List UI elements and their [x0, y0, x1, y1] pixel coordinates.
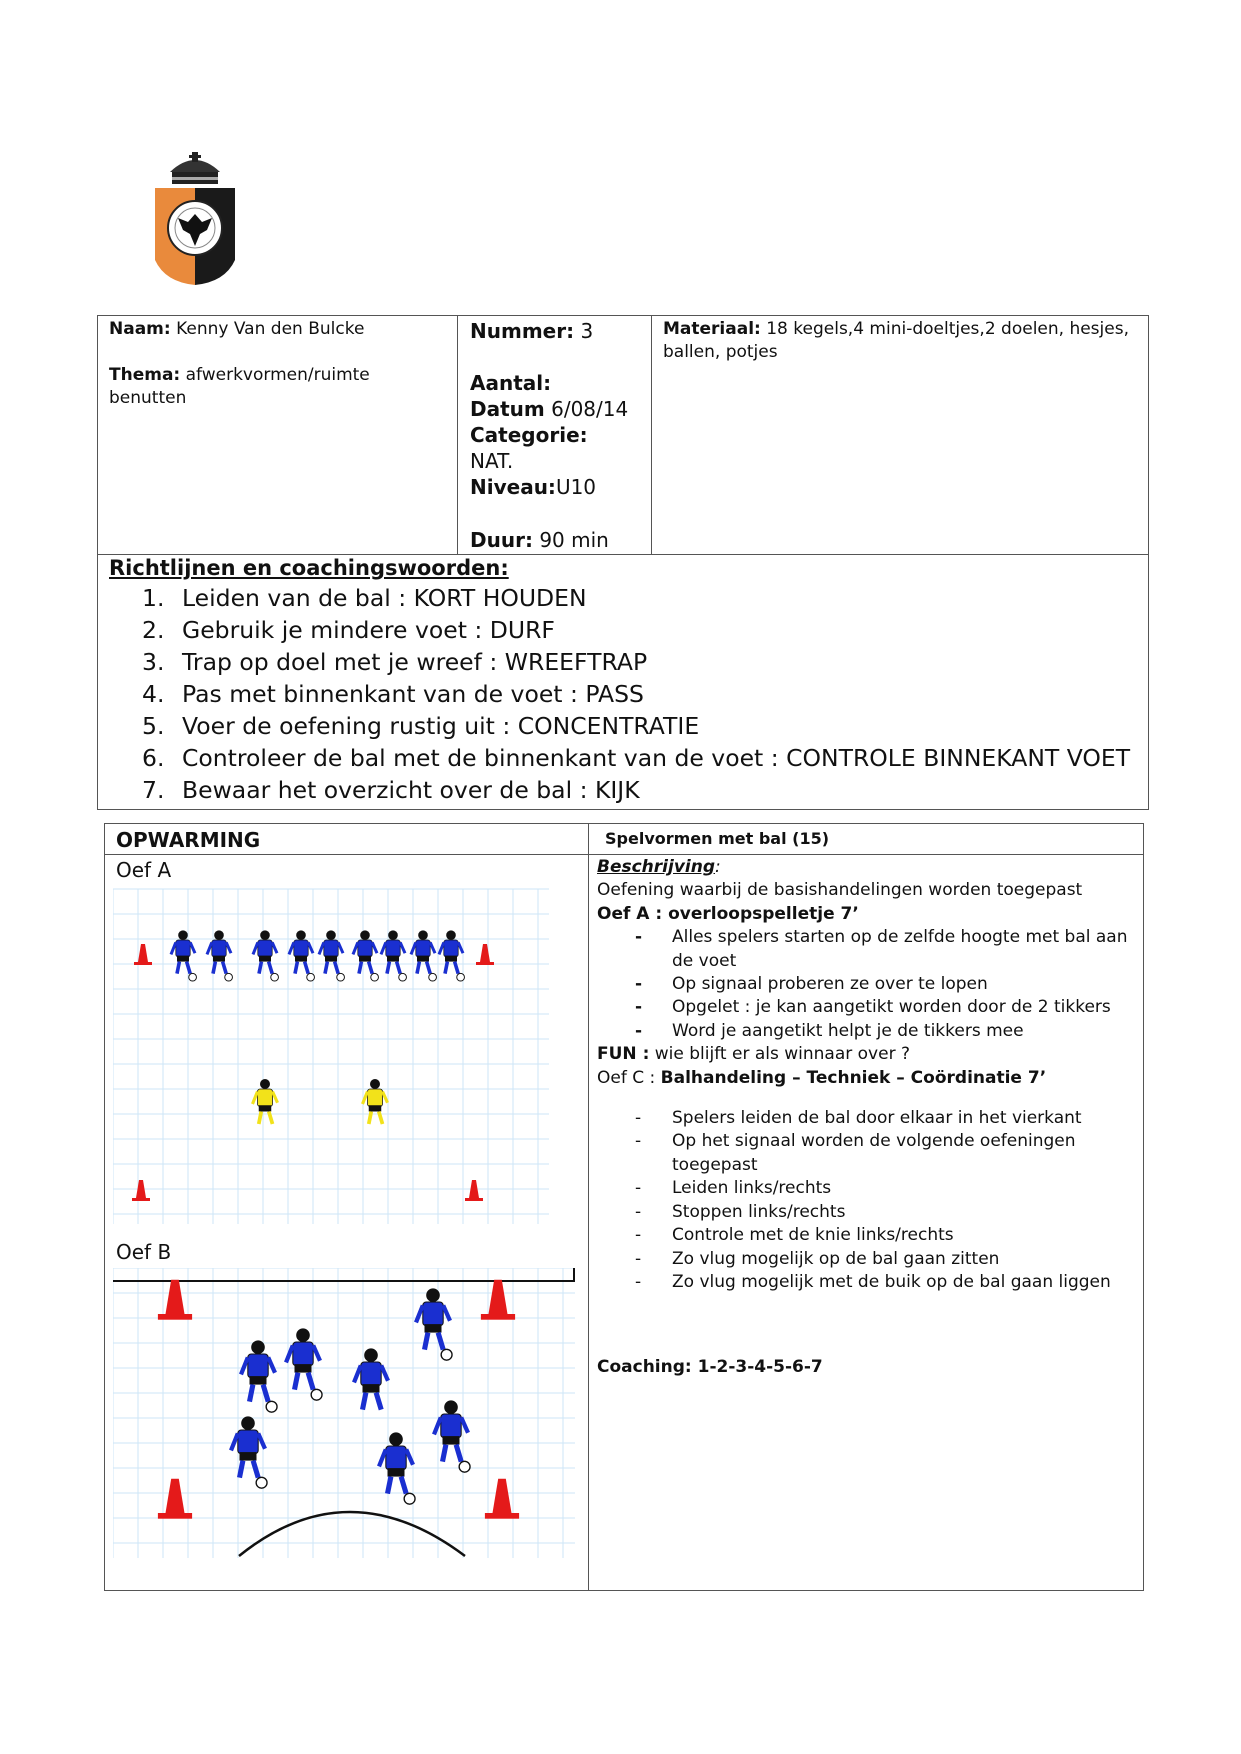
bullet-item	[597, 1020, 1137, 1043]
guideline-item	[142, 582, 1130, 614]
cone-icon	[132, 1180, 150, 1201]
player-icon	[253, 1079, 278, 1124]
ball-icon	[459, 1461, 470, 1472]
oef-a-list	[597, 926, 1137, 1043]
niveau-label: Niveau:	[470, 475, 556, 499]
intro-text: Oefening waarbij de basishandelingen worden toegepast	[597, 880, 1083, 901]
bullet-text: Op signaal proberen ze over te lopen	[672, 974, 988, 995]
player-icon	[171, 930, 196, 981]
guideline-text: Pas met binnenkant van de voet : PASS	[182, 680, 644, 708]
ball-icon	[225, 973, 233, 981]
oef-c-list	[597, 1107, 1137, 1294]
oef-c-prefix: Oef C :	[597, 1067, 656, 1088]
player-icon	[439, 930, 464, 981]
ball-icon	[307, 973, 315, 981]
cone-icon	[481, 1280, 515, 1320]
bullet-text: Opgelet : je kan aangetikt worden door de 2 tikkers	[672, 997, 1111, 1018]
bullet-item	[597, 996, 1137, 1019]
guideline-text: Trap op doel met je wreef : WREEFTRAP	[182, 648, 648, 676]
ball-icon	[337, 973, 345, 981]
bullet-item	[597, 1177, 1137, 1200]
ball-icon	[429, 973, 437, 981]
datum-label: Datum	[470, 397, 545, 421]
coaching-line: Coaching: 1-2-3-4-5-6-7	[597, 1357, 823, 1378]
categorie-field	[470, 422, 588, 448]
guideline-text: Bewaar het overzicht over de bal : KIJK	[182, 776, 640, 804]
player-icon	[411, 930, 436, 981]
bullet-text: Controle met de knie links/rechts	[672, 1225, 954, 1246]
player-icon	[289, 930, 314, 981]
fun-line	[597, 1043, 1137, 1066]
player-icon	[286, 1328, 322, 1400]
beschrijving-colon: :	[715, 857, 721, 877]
crown-icon	[170, 152, 220, 184]
dash-icon: -	[635, 1271, 642, 1292]
ball-icon	[371, 973, 379, 981]
player-icon	[241, 1340, 277, 1412]
player-icon	[207, 930, 232, 981]
player-icon	[354, 1348, 388, 1409]
ball-icon	[256, 1477, 267, 1488]
exercise-description	[597, 856, 1137, 1380]
bullet-item	[597, 1107, 1137, 1130]
bullet-item	[597, 973, 1137, 996]
guideline-item	[142, 646, 1130, 678]
guideline-item	[142, 774, 1130, 806]
nummer-label: Nummer:	[470, 319, 575, 343]
bullet-text: Zo vlug mogelijk met de buik op de bal gaan liggen	[672, 1271, 1111, 1292]
beschrijving-label: Beschrijving	[597, 857, 716, 877]
oef-a-title: Oef A : overloopspelletje 7’	[597, 903, 859, 924]
cone-icon	[476, 944, 494, 965]
dash-icon: -	[635, 927, 643, 948]
nummer-field	[470, 318, 593, 344]
guideline-number: 2.	[142, 616, 165, 644]
oef-c-title: Balhandeling – Techniek – Coördinatie 7’	[660, 1067, 1047, 1088]
bullet-item	[597, 1130, 1137, 1177]
datum-field	[470, 396, 628, 422]
bullet-item	[597, 1271, 1137, 1294]
ball-icon	[457, 973, 465, 981]
guideline-number: 3.	[142, 648, 165, 676]
guideline-number: 7.	[142, 776, 165, 804]
materiaal-value: 18 kegels,4 mini-doeltjes,2 doelen, hesjes, ballen, potjes	[663, 319, 1129, 362]
ball-icon	[189, 973, 197, 981]
dash-icon: -	[635, 1131, 642, 1152]
fun-label: FUN :	[597, 1044, 650, 1065]
dash-icon: -	[635, 974, 643, 995]
player-icon	[363, 1079, 388, 1124]
ball-icon	[441, 1349, 452, 1360]
duur-label: Duur:	[470, 528, 533, 552]
naam-label: Naam:	[109, 319, 171, 339]
guideline-number: 1.	[142, 584, 165, 612]
thema-label: Thema:	[109, 365, 181, 385]
ball-icon	[271, 973, 279, 981]
cone-icon	[465, 1180, 483, 1201]
player-icon	[416, 1288, 452, 1360]
lesson-info-table	[97, 315, 1149, 810]
dash-icon: -	[635, 1108, 642, 1129]
guideline-item	[142, 678, 1130, 710]
guideline-text: Gebruik je mindere voet : DURF	[182, 616, 555, 644]
guideline-text: Voer de oefening rustig uit : CONCENTRATIE	[182, 712, 700, 740]
player-icon	[253, 930, 278, 981]
oef-c-line	[597, 1067, 1137, 1090]
bullet-text: Leiden links/rechts	[672, 1178, 832, 1199]
player-icon	[381, 930, 406, 981]
center-arc	[239, 1512, 465, 1556]
guideline-item	[142, 710, 1130, 742]
datum-value: 6/08/14	[551, 397, 629, 421]
guideline-number: 5.	[142, 712, 165, 740]
guidelines-title: Richtlijnen en coachingswoorden:	[109, 556, 509, 580]
guideline-item	[142, 742, 1130, 774]
player-icon	[319, 930, 344, 981]
exercise-table	[104, 823, 1144, 1591]
club-logo	[150, 150, 240, 285]
bullet-item	[597, 926, 1137, 973]
naam-field	[109, 318, 364, 341]
guideline-text: Leiden van de bal : KORT HOUDEN	[182, 584, 587, 612]
aantal-field	[470, 370, 551, 396]
ball-icon	[266, 1401, 277, 1412]
oef-a-diagram	[113, 884, 553, 1234]
categorie-value: NAT.	[470, 449, 514, 473]
bullet-text: Op het signaal worden de volgende oefeningen toegepast	[672, 1131, 1076, 1175]
niveau-field	[470, 474, 596, 500]
dash-icon: -	[635, 1201, 642, 1222]
guideline-number: 6.	[142, 744, 165, 772]
ball-icon	[404, 1493, 415, 1504]
thema-field	[109, 364, 439, 410]
player-icon	[231, 1416, 267, 1488]
cone-icon	[134, 944, 152, 965]
duur-value: 90 min	[539, 528, 609, 552]
bullet-text: Zo vlug mogelijk op de bal gaan zitten	[672, 1248, 1000, 1269]
dash-icon: -	[635, 1178, 642, 1199]
aantal-label: Aantal:	[470, 371, 552, 395]
materiaal-field	[663, 318, 1143, 364]
materiaal-label: Materiaal:	[663, 319, 761, 339]
ball-icon	[399, 973, 407, 981]
nummer-value: 3	[580, 319, 594, 343]
bullet-text: Word je aangetikt helpt je de tikkers mee	[672, 1020, 1024, 1041]
bullet-item	[597, 1224, 1137, 1247]
cone-icon	[485, 1479, 519, 1519]
thema-value: afwerkvormen/ruimte benutten	[109, 365, 370, 408]
naam-value: Kenny Van den Bulcke	[176, 319, 365, 339]
bullet-item	[597, 1201, 1137, 1224]
dash-icon: -	[635, 1225, 642, 1246]
player-icon	[353, 930, 378, 981]
guideline-item	[142, 614, 1130, 646]
bullet-item	[597, 1248, 1137, 1271]
bullet-text: Stoppen links/rechts	[672, 1201, 846, 1222]
oef-a-label: Oef A	[116, 858, 172, 882]
bullet-text: Alles spelers starten op de zelfde hoogte met bal aan de voet	[672, 927, 1128, 971]
dash-icon: -	[635, 1248, 642, 1269]
section-subtitle: Spelvormen met bal (15)	[605, 829, 830, 848]
dash-icon: -	[635, 1020, 643, 1041]
oef-b-label: Oef B	[116, 1240, 172, 1264]
categorie-label: Categorie:	[470, 423, 588, 447]
guidelines-list	[142, 582, 1130, 806]
fun-text: wie blijft er als winnaar over ?	[654, 1044, 910, 1065]
niveau-value: U10	[555, 475, 597, 499]
section-title: OPWARMING	[116, 828, 261, 852]
bullet-text: Spelers leiden de bal door elkaar in het vierkant	[672, 1108, 1082, 1129]
ball-icon	[311, 1389, 322, 1400]
guideline-text: Controleer de bal met de binnenkant van de voet : CONTROLE BINNEKANT VOET	[182, 744, 1131, 772]
duur-field	[470, 527, 609, 553]
guideline-number: 4.	[142, 680, 165, 708]
player-icon	[434, 1400, 470, 1472]
dash-icon: -	[635, 997, 643, 1018]
oef-b-diagram	[113, 1268, 583, 1568]
